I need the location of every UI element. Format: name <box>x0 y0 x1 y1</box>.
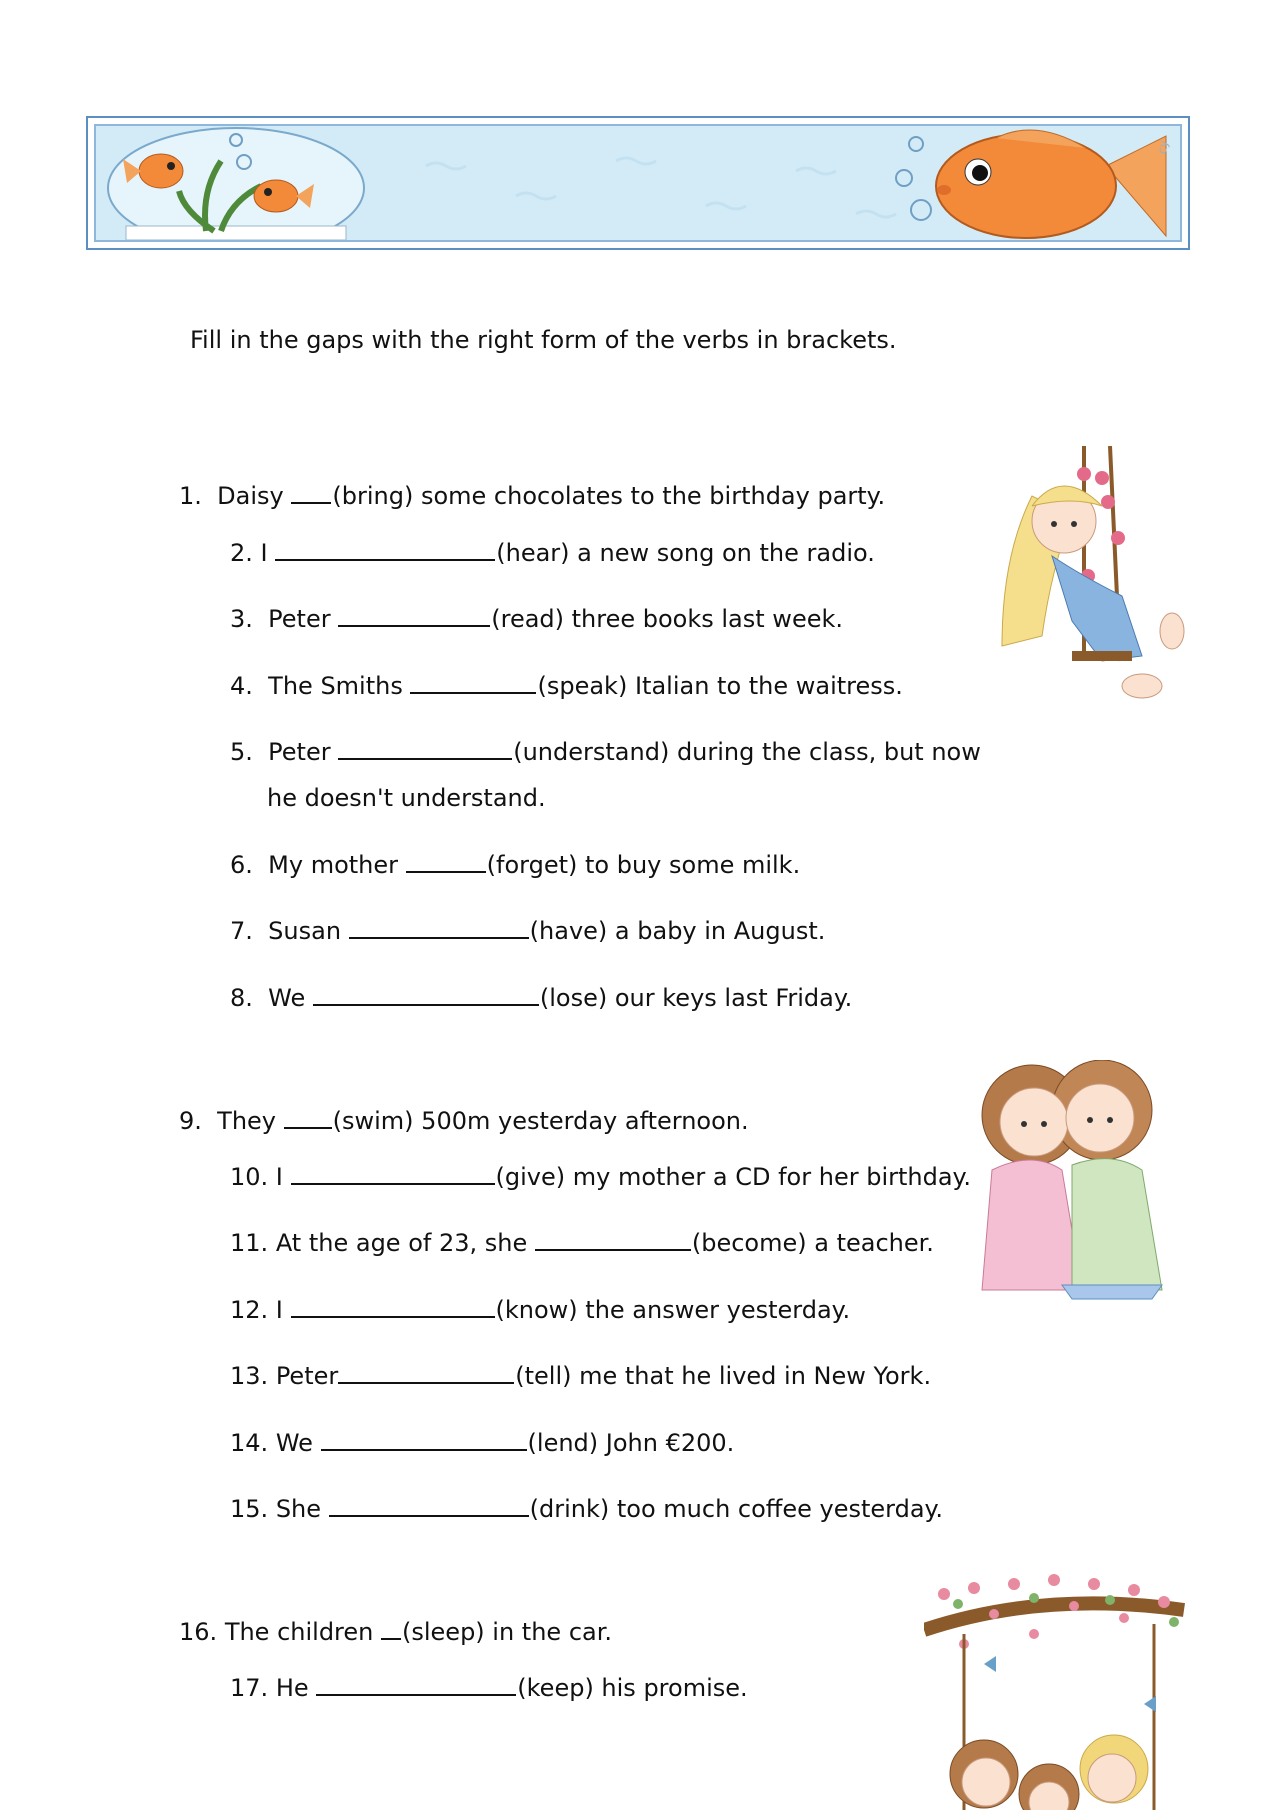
goldfish-icon <box>936 130 1166 238</box>
item-number: 2. I <box>230 539 268 567</box>
item-number: 11. <box>230 1229 269 1257</box>
answer-gap[interactable] <box>410 691 536 694</box>
instruction-text: Fill in the gaps with the right form of the verbs in brackets. <box>190 326 897 354</box>
item-number: 15. <box>230 1495 269 1523</box>
answer-gap[interactable] <box>316 1693 516 1696</box>
item-verb-text: (give) my mother a CD for her birthday. <box>495 1163 971 1191</box>
item-prefix: Peter <box>268 738 339 766</box>
item-number: 6. <box>230 851 253 879</box>
item-verb-text: (keep) his promise. <box>517 1674 748 1702</box>
answer-gap[interactable] <box>338 1381 514 1384</box>
answer-gap[interactable] <box>381 1637 401 1640</box>
exercise-item-6 <box>230 851 800 880</box>
item-prefix: The children <box>224 1618 381 1646</box>
item-verb-text: (forget) to buy some milk. <box>486 851 801 879</box>
banner-panel <box>94 124 1182 242</box>
header-banner <box>86 116 1190 250</box>
item-verb-text: (lose) our keys last Friday. <box>539 984 853 1012</box>
exercise-item-8 <box>230 984 852 1013</box>
item-prefix <box>283 1163 291 1191</box>
girls-hugging-illustration <box>962 1060 1176 1306</box>
item-verb-text: (swim) 500m yesterday afternoon. <box>332 1107 749 1135</box>
item-number: 9. <box>179 1107 202 1135</box>
item-prefix: He <box>275 1674 317 1702</box>
item-number: 14. <box>230 1429 269 1457</box>
item-number: 4. <box>230 672 253 700</box>
item-prefix: She <box>275 1495 329 1523</box>
answer-gap[interactable] <box>291 501 331 504</box>
item-number: 1. <box>179 482 202 510</box>
item-verb-text: (speak) Italian to the waitress. <box>537 672 903 700</box>
item-verb-text: (lend) John €200. <box>527 1429 735 1457</box>
goldfish-banner-illustration <box>96 126 1182 242</box>
item-number: 13. <box>230 1362 269 1390</box>
exercise-item-2 <box>230 539 875 568</box>
exercise-item-5-continuation: he doesn't understand. <box>267 784 546 812</box>
exercise-item-7 <box>230 917 825 946</box>
item-number: 3. <box>230 605 253 633</box>
exercise-item-1 <box>179 482 885 511</box>
item-verb-text: (tell) me that he lived in New York. <box>515 1362 932 1390</box>
exercise-item-5 <box>230 738 981 767</box>
answer-gap[interactable] <box>284 1126 332 1129</box>
item-number: 5. <box>230 738 253 766</box>
exercise-item-12 <box>230 1296 850 1325</box>
item-verb-text: (drink) too much coffee yesterday. <box>529 1495 943 1523</box>
girl-on-swing-illustration <box>992 446 1192 708</box>
item-prefix <box>268 539 276 567</box>
item-prefix: The Smiths <box>268 672 411 700</box>
exercise-item-10 <box>230 1163 971 1192</box>
answer-gap[interactable] <box>329 1514 529 1517</box>
item-verb-text: (understand) during the class, but now <box>513 738 981 766</box>
item-verb-text: (bring) some chocolates to the birthday party. <box>332 482 886 510</box>
item-prefix: We <box>268 984 313 1012</box>
item-prefix: At the age of 23, she <box>275 1229 535 1257</box>
answer-gap[interactable] <box>349 936 529 939</box>
item-prefix <box>283 1296 291 1324</box>
item-prefix: Peter <box>275 1362 339 1390</box>
item-number: 12. I <box>230 1296 283 1324</box>
exercise-item-16 <box>179 1618 612 1647</box>
answer-gap[interactable] <box>313 1003 539 1006</box>
answer-gap[interactable] <box>291 1182 495 1185</box>
item-number: 16. <box>179 1618 218 1646</box>
item-verb-text: (sleep) in the car. <box>402 1618 613 1646</box>
answer-gap[interactable] <box>275 558 495 561</box>
item-number: 17. <box>230 1674 269 1702</box>
banner-signature: cy <box>1155 139 1172 155</box>
answer-gap[interactable] <box>535 1248 691 1251</box>
item-verb-text: (become) a teacher. <box>691 1229 934 1257</box>
item-prefix: Daisy <box>217 482 292 510</box>
exercise-item-3 <box>230 605 843 634</box>
exercise-item-13 <box>230 1362 931 1391</box>
item-prefix: Peter <box>268 605 339 633</box>
item-verb-text: (have) a baby in August. <box>529 917 826 945</box>
item-verb-text: (know) the answer yesterday. <box>495 1296 851 1324</box>
item-prefix: They <box>217 1107 284 1135</box>
item-prefix: We <box>275 1429 321 1457</box>
item-prefix: My mother <box>268 851 406 879</box>
exercise-item-15 <box>230 1495 943 1524</box>
children-swing-blossoms-illustration <box>924 1574 1192 1810</box>
answer-gap[interactable] <box>338 757 512 760</box>
answer-gap[interactable] <box>321 1448 527 1451</box>
item-prefix: Susan <box>268 917 349 945</box>
exercise-item-11 <box>230 1229 934 1258</box>
exercise-item-17 <box>230 1674 748 1703</box>
answer-gap[interactable] <box>338 624 490 627</box>
exercise-item-14 <box>230 1429 734 1458</box>
exercise-item-9 <box>179 1107 749 1136</box>
item-number: 8. <box>230 984 253 1012</box>
answer-gap[interactable] <box>406 870 486 873</box>
answer-gap[interactable] <box>291 1315 495 1318</box>
item-number: 10. I <box>230 1163 283 1191</box>
item-verb-text: (read) three books last week. <box>491 605 843 633</box>
exercise-item-4 <box>230 672 903 701</box>
item-number: 7. <box>230 917 253 945</box>
item-verb-text: (hear) a new song on the radio. <box>496 539 875 567</box>
